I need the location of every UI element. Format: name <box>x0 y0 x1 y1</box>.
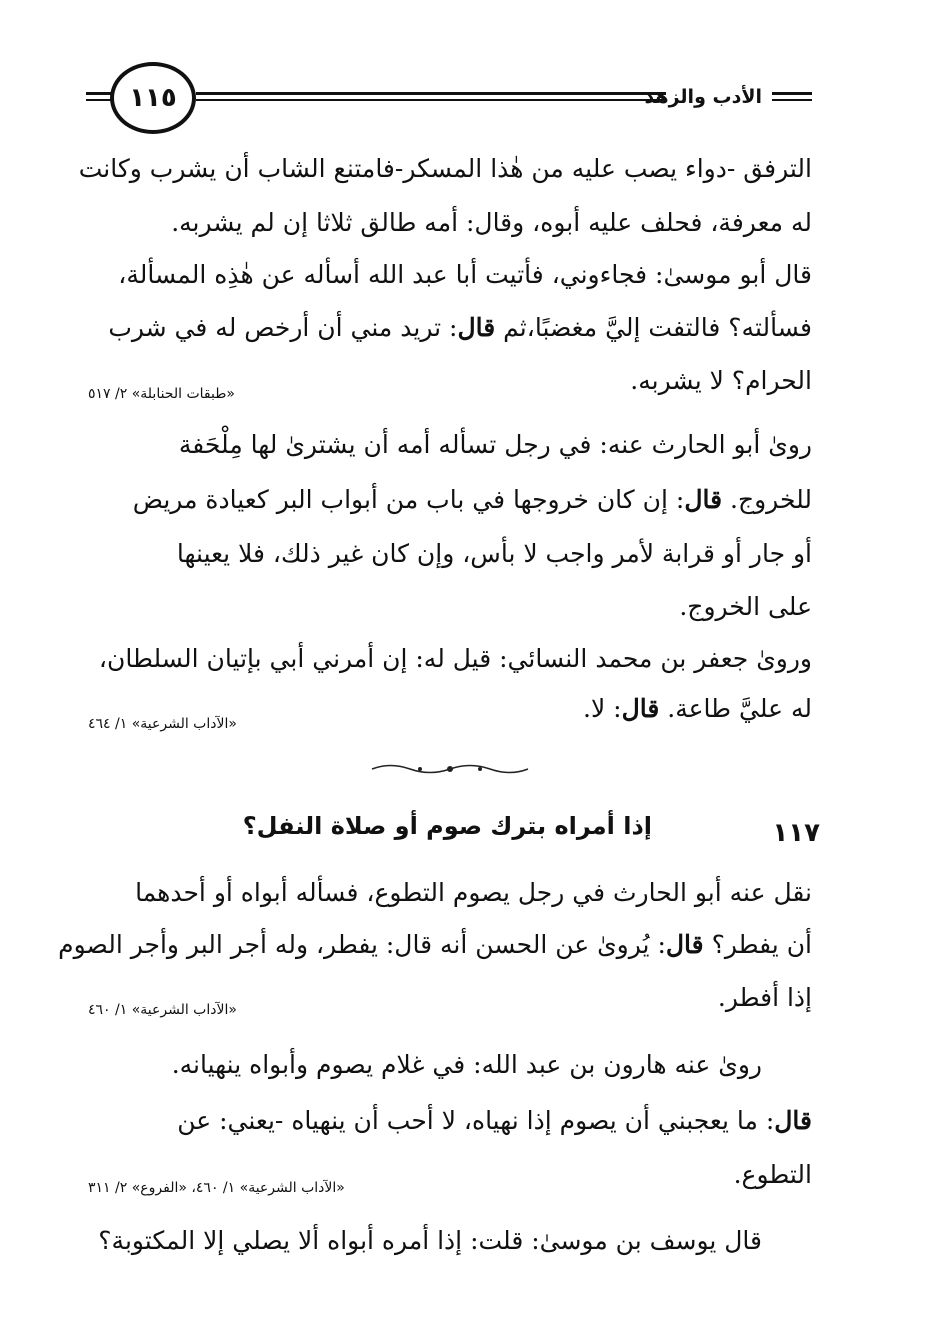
text-line: التطوع. <box>733 1160 812 1189</box>
source-citation: «طبقات الحنابلة» ٢/ ٥١٧ <box>88 386 235 402</box>
text-line: روىٰ عنه هارون بن عبد الله: في غلام يصوم وأبواه ينهيانه. <box>171 1050 762 1079</box>
section-number: ١١٧ <box>772 818 820 848</box>
text-line: أن يفطر؟ قال: يُروىٰ عن الحسن أنه قال: يفطر، وله أجر البر وأجر الصوم <box>58 930 812 959</box>
text-line: قال يوسف بن موسىٰ: قلت: إذا أمره أبواه ألا يصلي إلا المكتوبة؟ <box>98 1226 762 1255</box>
header-rule-right-bottom <box>772 99 812 101</box>
ornament-divider <box>370 760 530 778</box>
section-title: إذا أمراه بترك صوم أو صلاة النفل؟ <box>242 812 652 840</box>
text-line: أو جار أو قرابة لأمر واجب لا بأس، وإن كان غير ذلك، فلا يعينها <box>176 539 812 568</box>
text-line: الترفق -دواء يصب عليه من هٰذا المسكر-فامتنع الشاب أن يشرب وكانت <box>78 154 812 183</box>
running-header-title: الأدب والزهد <box>644 86 762 108</box>
text-line: على الخروج. <box>679 592 812 621</box>
text-line: قال: ما يعجبني أن يصوم إذا نهياه، لا أحب أن ينهياه -يعني: عن <box>177 1106 812 1135</box>
text-line: قال أبو موسىٰ: فجاءوني، فأتيت أبا عبد الله أسأله عن هٰذِه المسألة، <box>118 260 812 289</box>
source-citation: «الآداب الشرعية» ١/ ٤٦٠ <box>88 1002 237 1018</box>
text-line: للخروج. قال: إن كان خروجها في باب من أبواب البر كعيادة مريض <box>132 485 812 514</box>
source-citation: «الآداب الشرعية» ١/ ٤٦٠، «الفروع» ٢/ ٣١١ <box>88 1180 345 1196</box>
text-line: له عليَّ طاعة. قال: لا. <box>583 694 812 723</box>
page-number-badge <box>110 62 196 134</box>
text-line: فسألته؟ فالتفت إليَّ مغضبًا،ثم قال: تريد مني أن أرخص له في شرب <box>108 313 812 342</box>
header-rule-right-top <box>772 92 812 95</box>
bold-qala: قال <box>774 1106 812 1135</box>
text-line: روىٰ أبو الحارث عنه: في رجل تسأله أمه أن يشترىٰ لها مِلْحَفة <box>178 430 812 459</box>
text-line: نقل عنه أبو الحارث في رجل يصوم التطوع، فسأله أبواه أو أحدهما <box>135 878 812 907</box>
text-line: الحرام؟ لا يشربه. <box>630 366 812 395</box>
ornament-divider-icon <box>370 760 530 778</box>
bold-qala: قال <box>665 930 704 959</box>
text-line: إذا أفطر. <box>717 983 812 1012</box>
page-number: ١١٥ <box>129 83 177 113</box>
bold-qala: قال <box>457 313 496 342</box>
text-line: له معرفة، فحلف عليه أبوه، وقال: أمه طالق ثلاثا إن لم يشربه. <box>171 208 812 237</box>
source-citation: «الآداب الشرعية» ١/ ٤٦٤ <box>88 716 237 732</box>
bold-qala: قال <box>684 485 723 514</box>
text-line: وروىٰ جعفر بن محمد النسائي: قيل له: إن أمرني أبي بإتيان السلطان، <box>98 644 812 673</box>
bold-qala: قال <box>621 694 660 723</box>
